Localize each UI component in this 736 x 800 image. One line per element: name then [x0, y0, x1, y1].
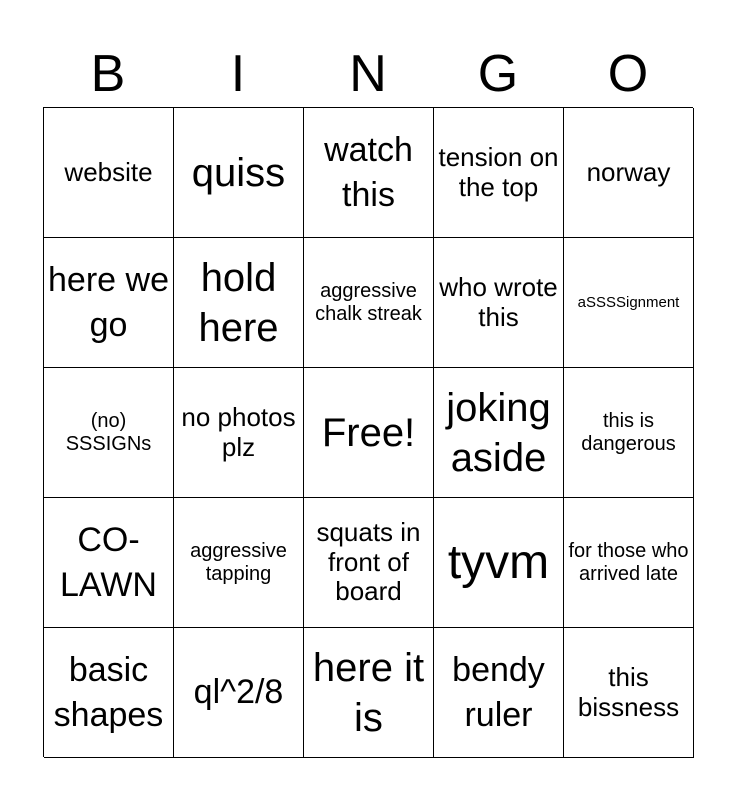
header-letter-b: B	[90, 45, 126, 103]
header-letter-n: N	[349, 45, 387, 103]
bingo-cell-r4-c1[interactable]: CO-LAWN	[44, 498, 174, 628]
bingo-cell-r5-c2[interactable]: ql^2/8	[174, 628, 304, 758]
bingo-cell-r1-c4[interactable]: tension on the top	[434, 108, 564, 238]
header-letter-i: I	[230, 45, 246, 103]
bingo-cell-r1-c2[interactable]: quiss	[174, 108, 304, 238]
bingo-cell-r3-c3-free[interactable]: Free!	[304, 368, 434, 498]
bingo-cell-r1-c1[interactable]: website	[44, 108, 174, 238]
bingo-cell-r5-c3[interactable]: here it is	[304, 628, 434, 758]
header-letter-o: O	[607, 45, 649, 103]
bingo-cell-r2-c1[interactable]: here we go	[44, 238, 174, 368]
bingo-cell-r1-c5[interactable]: norway	[564, 108, 694, 238]
bingo-cell-r2-c2[interactable]: hold here	[174, 238, 304, 368]
bingo-cell-r4-c3[interactable]: squats in front of board	[304, 498, 434, 628]
bingo-cell-r5-c4[interactable]: bendy ruler	[434, 628, 564, 758]
bingo-cell-r3-c2[interactable]: no photos plz	[174, 368, 304, 498]
header-letter-g: G	[477, 45, 519, 103]
bingo-cell-r3-c4[interactable]: joking aside	[434, 368, 564, 498]
bingo-cell-r5-c5[interactable]: this bissness	[564, 628, 694, 758]
bingo-cell-r2-c3[interactable]: aggressive chalk streak	[304, 238, 434, 368]
bingo-cell-r4-c2[interactable]: aggressive tapping	[174, 498, 304, 628]
bingo-header	[43, 40, 693, 108]
bingo-board	[43, 107, 693, 757]
bingo-cell-r3-c1[interactable]: (no) SSSIGNs	[44, 368, 174, 498]
bingo-cell-r4-c4[interactable]: tyvm	[434, 498, 564, 628]
bingo-cell-r4-c5[interactable]: for those who arrived late	[564, 498, 694, 628]
bingo-cell-r3-c5[interactable]: this is dangerous	[564, 368, 694, 498]
bingo-cell-r2-c5[interactable]: aSSSSignment	[564, 238, 694, 368]
bingo-cell-r5-c1[interactable]: basic shapes	[44, 628, 174, 758]
bingo-cell-r2-c4[interactable]: who wrote this	[434, 238, 564, 368]
bingo-cell-r1-c3[interactable]: watch this	[304, 108, 434, 238]
